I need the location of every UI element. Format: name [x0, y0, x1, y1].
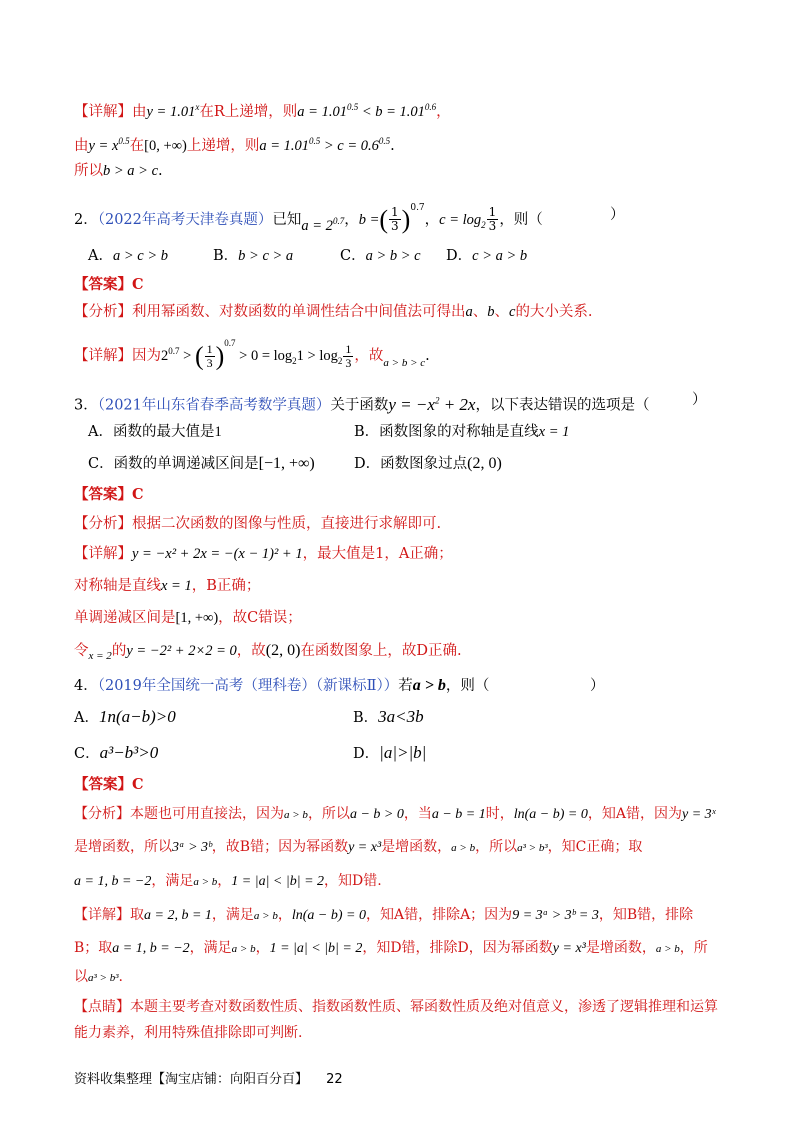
- detail-text: 在R上递增，则: [199, 103, 298, 120]
- q3-detail-4: 令$_{x = 2}$的y = −2² + 2×2 = 0，故(2, 0)在函数图象上，故D正确.: [74, 642, 462, 662]
- q3-analysis: 【分析】根据二次函数的图像与性质，直接进行求解即可.: [74, 516, 442, 532]
- detail-text: 所以: [74, 163, 103, 179]
- stem-text: 已知: [272, 211, 302, 228]
- detail-text: 在: [129, 137, 145, 154]
- answer-label: 【答案】C: [74, 776, 144, 793]
- q4-comment-1: 【点睛】本题主要考查对数函数性质、指数函数性质、幂函数性质及绝对值意义，渗透了逻辑推理和运算: [74, 999, 718, 1015]
- punct: .: [158, 163, 163, 179]
- conclusion-line: [74, 160, 163, 182]
- punct: .: [390, 137, 395, 154]
- q2-analysis: 【分析】利用幂函数、对数函数的单调性结合中间值法可得出a、b、c的大小关系.: [74, 304, 593, 320]
- q4-option-d[interactable]: D．|a|>|b|: [353, 743, 427, 762]
- question-source: （2022年高考天津卷真题）: [97, 211, 273, 228]
- math-expr: $c = \log_2$: [439, 211, 486, 230]
- q2-detail: 【详解】因为$2^{0.7}$ > ( $\frac{1}{3}$ )$^{0.7} > 0 = \log_21 > \log_2$ $\frac{1}{3}$ ，故$_{a > b > c}$.: [74, 338, 430, 371]
- detail-text: 由: [74, 137, 89, 154]
- detail-line-1: [74, 96, 451, 123]
- q3-option-b[interactable]: B．函数图象的对称轴是直线x = 1: [354, 424, 570, 440]
- fraction: $\frac{1}{3}$: [391, 205, 399, 234]
- q4-detail-3: 以a³ > b³.: [74, 969, 123, 985]
- punct: ，则（: [499, 211, 543, 228]
- q4-analysis-1: 【分析】本题也可用直接法，因为a > b，所以a − b > 0，当a − b = 1时，ln(a − b) = 0，知A错，因为y = 3ˣ: [74, 806, 716, 822]
- question-3-stem: 3．（2021年山东省春季高考数学真题）关于函数$y = -x^2 + 2x$，以下表达错误的选项是（: [74, 394, 650, 414]
- q3-option-d[interactable]: D．函数图象过点(2, 0): [354, 455, 502, 472]
- q3-option-c[interactable]: C．函数的单调递减区间是[−1, +∞): [88, 455, 315, 472]
- punct: ，: [344, 211, 359, 228]
- q4-detail-1: 【详解】取a = 2, b = 1，满足a > b，ln(a − b) = 0，知A错，排除A；因为9 = 3ᵃ > 3ᵇ = 3，知B错，排除: [74, 907, 694, 923]
- q3-detail-1: 【详解】y = −x² + 2x = −(x − 1)² + 1，最大值是1，A正确；: [74, 546, 453, 562]
- close-paren: ）: [610, 207, 625, 223]
- q4-option-b[interactable]: B．3a<3b: [353, 707, 424, 726]
- question-4-stem: 4．（2019年全国统一高考（理科卷）（新课标Ⅱ））若a > b，则（: [74, 677, 490, 694]
- punct: ，: [436, 103, 451, 120]
- question-number: 2．: [74, 211, 98, 228]
- q4-analysis-3: a = 1, b = −2，满足a > b，1 = |a| < |b| = 2，知D错.: [74, 873, 382, 889]
- q3-detail-2: 对称轴是直线x = 1，B正确；: [74, 578, 261, 594]
- q2-option-a[interactable]: A．a > c > b: [88, 248, 168, 264]
- detail-label: 【详解】由: [74, 103, 147, 120]
- close-paren: ）: [590, 678, 605, 694]
- question-2-stem: 2．（2022年高考天津卷真题）已知$a = 2^{0.7}$，b =( $\frac{1}{3}$ )$^{0.7}$，$c = \log_2$ $\frac{1}{3}$ ，则（: [74, 203, 543, 234]
- answer-label: 【答案】C: [74, 486, 144, 503]
- close-paren: ）: [692, 392, 707, 408]
- answer-label: 【答案】C: [74, 276, 144, 293]
- q2-option-c[interactable]: C．a > b > c: [340, 248, 421, 264]
- q3-detail-3: 单调递减区间是[1, +∞)，故C错误；: [74, 610, 302, 626]
- q4-comment-2: 能力素养，利用特殊值排除即可判断.: [74, 1025, 303, 1041]
- q4-detail-2: B；取a = 1, b = −2，满足a > b，1 = |a| < |b| = 2，知D错，排除D，因为幂函数y = x³是增函数，a > b，所: [74, 940, 708, 956]
- q2-option-d[interactable]: D．c > a > b: [446, 248, 528, 264]
- page-number: 22: [326, 1072, 343, 1087]
- math-expr: $2^{0.7}$ > ( $\frac{1}{3}$ )$^{0.7} > 0 = \log_21 > \log_2$ $\frac{1}{3}$: [161, 338, 352, 371]
- punct: ，: [424, 211, 440, 228]
- q2-option-b[interactable]: B．b > c > a: [213, 248, 294, 264]
- q4-option-a[interactable]: A．1n(a−b)>0: [74, 707, 176, 726]
- math-expr: b > a > c: [103, 163, 159, 179]
- detail-line-2: [74, 130, 395, 157]
- q4-option-c[interactable]: C．a³−b³>0: [74, 743, 159, 762]
- q4-analysis-2: 是增函数，所以3ᵃ > 3ᵇ，故B错；因为幂函数y = x³是增函数，a > b，所以a³ > b³，知C正确；取: [74, 839, 643, 855]
- math-expr: $y = 1.01^x$: [146, 102, 200, 120]
- q3-option-a[interactable]: A．函数的最大值是1: [88, 424, 222, 440]
- page-footer: [74, 1068, 343, 1087]
- math-expr: $y = x^{0.5}$: [88, 136, 130, 154]
- math-interval: [0, +∞): [144, 137, 187, 154]
- detail-text: 上递增，则: [186, 137, 260, 154]
- math-expr: $a = 2^{0.7}$: [301, 216, 345, 234]
- math-expr: $a = 1.01^{0.5} > c = 0.6^{0.5}$: [259, 136, 391, 154]
- footer-text: 资料收集整理【淘宝店铺：向阳百分百】: [74, 1072, 309, 1087]
- math-expr: b =: [358, 211, 380, 228]
- math-expr: $a = 1.01^{0.5} < b = 1.01^{0.6}$: [297, 102, 437, 120]
- fraction: $\frac{1}{3}$: [488, 205, 497, 234]
